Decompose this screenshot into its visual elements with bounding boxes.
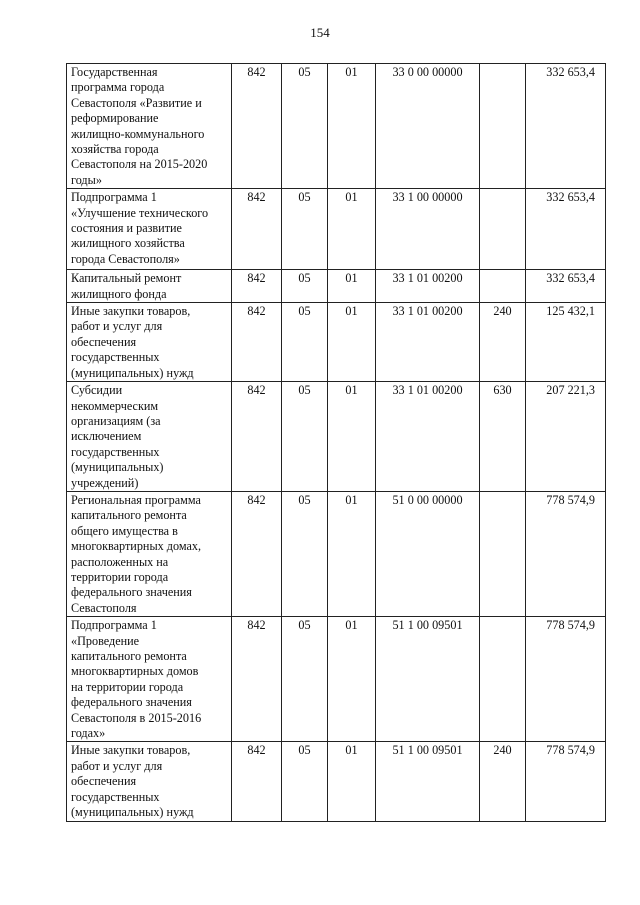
ministry-code: 842 [232, 491, 282, 616]
ministry-code: 842 [232, 303, 282, 382]
amount: 125 432,1 [526, 303, 606, 382]
row-name: Региональная программа капитального ремонта общего имущества в многоквартирных домах, расположенных на территории города федерального значения Севастополя [67, 491, 232, 616]
amount: 332 653,4 [526, 270, 606, 303]
table-row [67, 617, 606, 742]
section-code: 05 [282, 270, 328, 303]
table-row [67, 189, 606, 270]
row-name: Капитальный ремонт жилищного фонда [67, 270, 232, 303]
expense-type-code [480, 617, 526, 742]
budget-table [66, 63, 606, 822]
target-article-code: 33 1 01 00200 [376, 382, 480, 492]
amount: 332 653,4 [526, 189, 606, 270]
table-row [67, 270, 606, 303]
expense-type-code [480, 189, 526, 270]
amount: 778 574,9 [526, 617, 606, 742]
ministry-code: 842 [232, 742, 282, 822]
ministry-code: 842 [232, 617, 282, 742]
subsection-code: 01 [328, 742, 376, 822]
row-name: Иные закупки товаров, работ и услуг для обеспечения государственных (муниципальных) нужд [67, 742, 232, 822]
target-article-code: 33 0 00 00000 [376, 64, 480, 189]
expense-type-code: 240 [480, 742, 526, 822]
target-article-code: 51 1 00 09501 [376, 617, 480, 742]
ministry-code: 842 [232, 64, 282, 189]
amount: 207 221,3 [526, 382, 606, 492]
expense-type-code: 240 [480, 303, 526, 382]
row-name: Подпрограмма 1 «Проведение капитального ремонта многоквартирных домов на территории города федерального значения Севастополя в 2015-2016 годах» [67, 617, 232, 742]
amount: 332 653,4 [526, 64, 606, 189]
expense-type-code: 630 [480, 382, 526, 492]
amount: 778 574,9 [526, 491, 606, 616]
budget-table-body [67, 64, 606, 822]
target-article-code: 33 1 01 00200 [376, 303, 480, 382]
subsection-code: 01 [328, 382, 376, 492]
subsection-code: 01 [328, 303, 376, 382]
table-row [67, 742, 606, 822]
section-code: 05 [282, 303, 328, 382]
table-row [67, 382, 606, 492]
expense-type-code [480, 64, 526, 189]
target-article-code: 33 1 01 00200 [376, 270, 480, 303]
table-row [67, 303, 606, 382]
page-number: 154 [310, 25, 330, 40]
row-name: Иные закупки товаров, работ и услуг для обеспечения государственных (муниципальных) нужд [67, 303, 232, 382]
ministry-code: 842 [232, 270, 282, 303]
section-code: 05 [282, 742, 328, 822]
subsection-code: 01 [328, 64, 376, 189]
table-row [67, 491, 606, 616]
section-code: 05 [282, 382, 328, 492]
row-name: Субсидии некоммерческим организациям (за исключением государственных (муниципальных) учреждений) [67, 382, 232, 492]
section-code: 05 [282, 491, 328, 616]
table-row [67, 64, 606, 189]
amount: 778 574,9 [526, 742, 606, 822]
ministry-code: 842 [232, 382, 282, 492]
section-code: 05 [282, 64, 328, 189]
ministry-code: 842 [232, 189, 282, 270]
section-code: 05 [282, 189, 328, 270]
subsection-code: 01 [328, 491, 376, 616]
subsection-code: 01 [328, 617, 376, 742]
section-code: 05 [282, 617, 328, 742]
expense-type-code [480, 270, 526, 303]
target-article-code: 33 1 00 00000 [376, 189, 480, 270]
subsection-code: 01 [328, 189, 376, 270]
target-article-code: 51 1 00 09501 [376, 742, 480, 822]
expense-type-code [480, 491, 526, 616]
target-article-code: 51 0 00 00000 [376, 491, 480, 616]
row-name: Государственная программа города Севастополя «Развитие и реформирование жилищно-коммунального хозяйства города Севастополя на 2015-2020 годы» [67, 64, 232, 189]
subsection-code: 01 [328, 270, 376, 303]
row-name: Подпрограмма 1 «Улучшение технического состояния и развитие жилищного хозяйства города Севастополя» [67, 189, 232, 270]
